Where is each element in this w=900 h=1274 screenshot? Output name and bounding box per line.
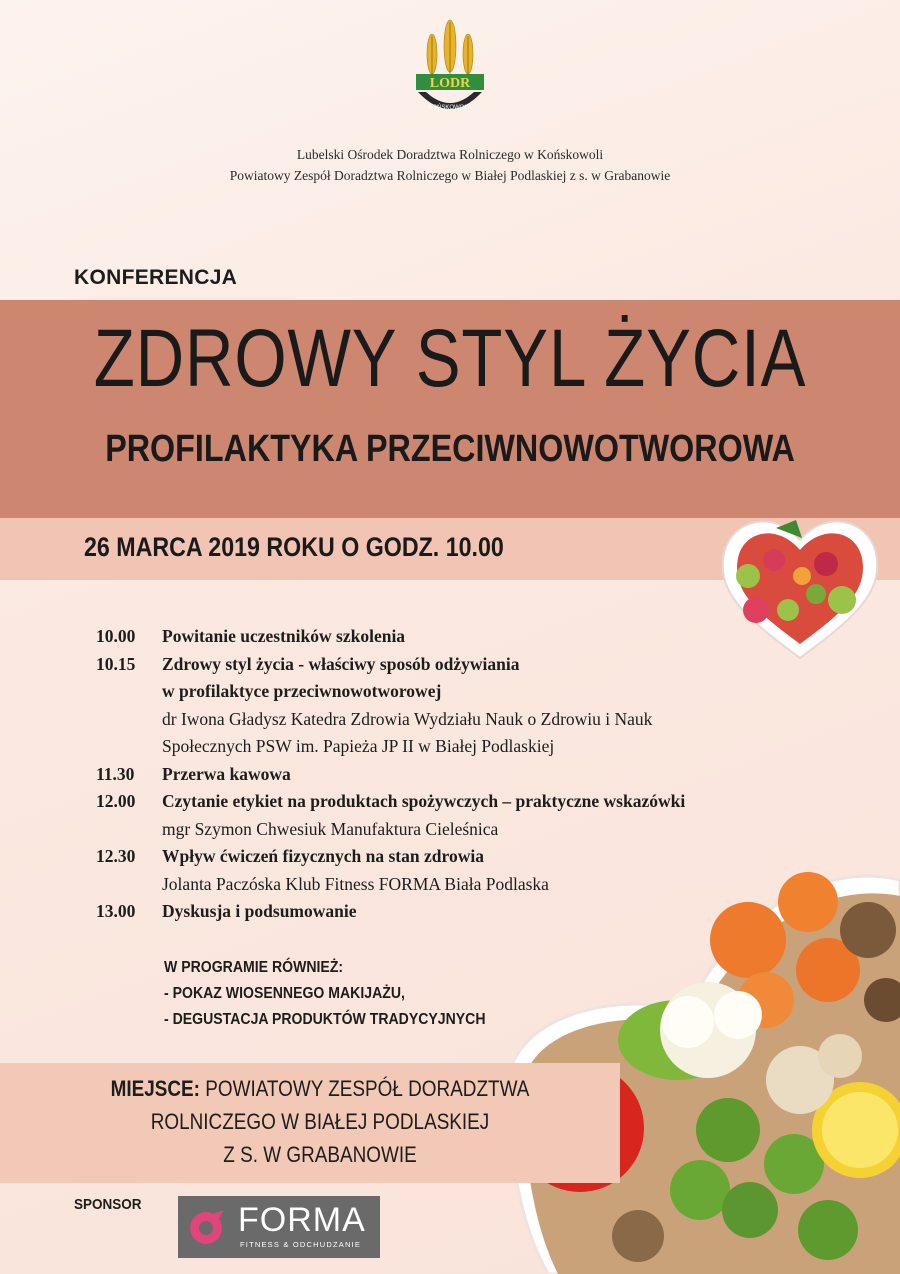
agenda-title: Przerwa kawowa [162, 763, 291, 784]
agenda-time: 12.00 [96, 791, 136, 811]
place-line2: ROLNICZEGO W BIAŁEJ PODLASKIEJ [150, 1109, 490, 1134]
agenda-speaker: dr Iwona Gładysz Katedra Zdrowia Wydziału Nauk o Zdrowiu i Nauk [162, 708, 653, 729]
also-heading: W PROGRAMIE RÓWNIEŻ: [164, 959, 344, 976]
sponsor-label: SPONSOR [74, 1196, 142, 1213]
event-type: KONFERENCJA [74, 266, 238, 289]
agenda-item [96, 623, 836, 651]
sponsor-name: FORMA [238, 1201, 366, 1239]
event-subtitle: PROFILAKTYKA PRZECIWNOWOTWOROWA [105, 428, 795, 470]
place-line1: POWIATOWY ZESPÓŁ DORADZTWA [199, 1076, 530, 1101]
place-label: MIEJSCE: [110, 1076, 200, 1101]
place-line3: Z S. W GRABANOWIE [223, 1142, 417, 1167]
event-place [79, 1072, 561, 1171]
organizer-1: Lubelski Ośrodek Doradztwa Rolniczego w Końskowoli [296, 147, 604, 162]
agenda-time: 10.00 [96, 626, 136, 646]
agenda-time: 11.30 [96, 763, 135, 784]
agenda-title: Powitanie uczestników szkolenia [162, 626, 406, 646]
lodr-logo [410, 14, 490, 124]
agenda-title: Dyskusja i podsumowanie [162, 901, 357, 921]
agenda-title: Zdrowy styl życia - właściwy sposób odżywiania [162, 653, 520, 674]
event-date: 26 MARCA 2019 ROKU O GODZ. 10.00 [84, 532, 504, 562]
agenda-title: Wpływ ćwiczeń fizycznych na stan zdrowia [162, 846, 484, 866]
agenda-speaker: Jolanta Paczóska Klub Fitness FORMA Biała Podlaska [162, 873, 549, 894]
agenda-item [96, 788, 836, 843]
agenda-time: 13.00 [96, 901, 136, 921]
agenda-speaker: Społecznych PSW im. Papieża JP II w Białej Podlaskiej [162, 736, 555, 756]
also-item: - POKAZ WIOSENNEGO MAKIJAŻU, [164, 985, 405, 1002]
logo-text: LODR [429, 76, 471, 91]
agenda-speaker: mgr Szymon Chwesiuk Manufaktura Cieleśnica [162, 818, 499, 839]
logo-ring-text: KOŃSKOWOLA [428, 105, 472, 111]
agenda-item [96, 761, 836, 789]
agenda-title-cont: w profilaktyce przeciwnowotworowej [162, 681, 442, 701]
agenda-time: 10.15 [96, 653, 136, 674]
agenda-title: Czytanie etykiet na produktach spożywczych – praktyczne wskazówki [162, 791, 686, 811]
forma-logo-icon [186, 1206, 230, 1248]
organizer-2: Powiatowy Zespół Doradztwa Rolniczego w Białej Podlaskiej z s. w Grabanowie [229, 168, 671, 183]
sponsor-tagline: FITNESS & ODCHUDZANIE [240, 1240, 362, 1249]
agenda-time: 12.30 [96, 846, 136, 866]
also-in-program [164, 955, 486, 1033]
event-title: ZDROWY STYL ŻYCIA [93, 313, 807, 404]
also-item: - DEGUSTACJA PRODUKTÓW TRADYCYJNYCH [164, 1011, 486, 1028]
agenda-item [96, 651, 836, 761]
